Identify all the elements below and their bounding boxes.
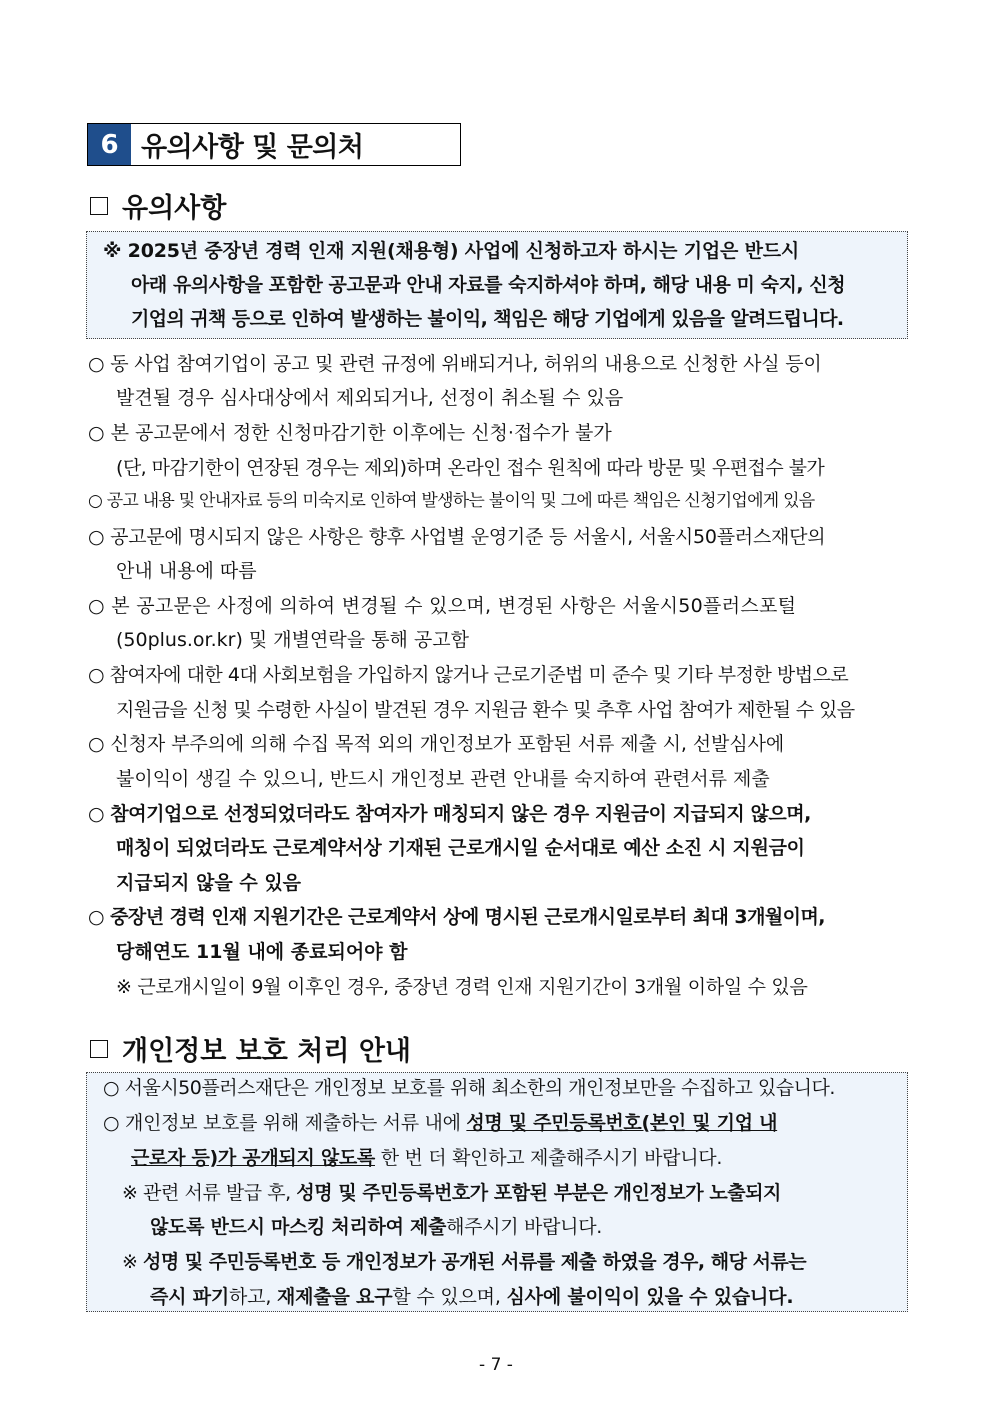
privacy-line: ○ 서울시50플러스재단은 개인정보 보호를 위해 최소한의 개인정보만을 수집하고 있습니다. [103,1077,835,1099]
privacy-line: ※ 관련 서류 발급 후, 성명 및 주민등록번호가 포함된 부분은 개인정보가 노출되지 [122,1182,781,1204]
precaution-note: ※ 근로개시일이 9월 이후인 경우, 중장년 경력 인재 지원기간이 3개월 이하일 수 있음 [116,976,808,998]
checkbox-square-icon [90,1040,108,1058]
precaution-item: ○ 동 사업 참여기업이 공고 및 관련 규정에 위배되거나, 허위의 내용으로 신청한 사실 등이 [88,353,822,375]
notice-line: 아래 유의사항을 포함한 공고문과 안내 자료를 숙지하셔야 하며, 해당 내용 미 숙지, 신청 [131,274,846,296]
precaution-item: 발견될 경우 심사대상에서 제외되거나, 선정이 취소될 수 있음 [116,387,624,409]
section-title: 유의사항 및 문의처 [141,132,364,163]
precaution-item-bold: 매칭이 되었더라도 근로계약서상 기재된 근로개시일 순서대로 예산 소진 시 지원금이 [116,837,805,859]
precaution-item: 불이익이 생길 수 있으니, 반드시 개인정보 관련 안내를 숙지하여 관련서류 제출 [116,768,770,790]
precaution-item-bold: ○ 중장년 경력 인재 지원기간은 근로계약서 상에 명시된 근로개시일로부터 최대 3개월이며, [88,906,825,928]
precaution-item-bold: ○ 참여기업으로 선정되었더라도 참여자가 매칭되지 않은 경우 지원금이 지급되지 않으며, [88,803,811,825]
notice-line: 기업의 귀책 등으로 인하여 발생하는 불이익, 책임은 해당 기업에게 있음을 알려드립니다. [131,308,844,330]
precaution-item: ○ 공고문에 명시되지 않은 사항은 향후 사업별 운영기준 등 서울시, 서울시50플러스재단의 [88,526,826,548]
precaution-item: ○ 공고 내용 및 안내자료 등의 미숙지로 인하여 발생하는 불이익 및 그에 따른 책임은 신청기업에게 있음 [88,491,815,511]
precaution-item: 지원금을 신청 및 수령한 사실이 발견된 경우 지원금 환수 및 추후 사업 참여가 제한될 수 있음 [116,699,855,721]
privacy-line: 근로자 등)가 공개되지 않도록 한 번 더 확인하고 제출해주시기 바랍니다. [131,1147,723,1169]
precautions-heading-text: 유의사항 [122,193,227,224]
checkbox-square-icon [90,197,108,215]
privacy-line: 즉시 파기하고, 재제출을 요구할 수 있으며, 심사에 불이익이 있을 수 있습니다. [150,1286,794,1308]
privacy-line: 않도록 반드시 마스킹 처리하여 제출해주시기 바랍니다. [150,1216,602,1238]
privacy-line: ○ 개인정보 보호를 위해 제출하는 서류 내에 성명 및 주민등록번호(본인 및 기업 내 [103,1112,778,1134]
privacy-heading [90,1029,411,1068]
precaution-item: (단, 마감기한이 연장된 경우는 제외)하며 온라인 접수 원칙에 따라 방문 및 우편접수 불가 [116,457,825,479]
precautions-heading [90,186,226,225]
precaution-item-bold: 지급되지 않을 수 있음 [116,872,302,894]
privacy-line: ※ 성명 및 주민등록번호 등 개인정보가 공개된 서류를 제출 하였을 경우, 해당 서류는 [122,1251,807,1273]
precaution-item: ○ 참여자에 대한 4대 사회보험을 가입하지 않거나 근로기준법 미 준수 및 기타 부정한 방법으로 [88,664,849,686]
precaution-item-bold: 당해연도 11월 내에 종료되어야 함 [116,941,408,963]
precaution-item: ○ 본 공고문에서 정한 신청마감기한 이후에는 신청·접수가 불가 [88,422,612,444]
section-number: 6 [88,124,131,165]
precaution-item: 안내 내용에 따름 [116,560,257,582]
precaution-item: ○ 신청자 부주의에 의해 수집 목적 외의 개인정보가 포함된 서류 제출 시, 선발심사에 [88,733,785,755]
privacy-heading-text: 개인정보 보호 처리 안내 [122,1036,412,1067]
precaution-item: ○ 본 공고문은 사정에 의하여 변경될 수 있으며, 변경된 사항은 서울시50플러스포털 [88,595,797,617]
precaution-item: (50plus.or.kr) 및 개별연락을 통해 공고함 [116,629,469,651]
section-header [87,123,461,166]
notice-line: ※ 2025년 중장년 경력 인재 지원(채용형) 사업에 신청하고자 하시는 기업은 반드시 [103,240,800,262]
page-number: - 7 - [479,1355,513,1375]
